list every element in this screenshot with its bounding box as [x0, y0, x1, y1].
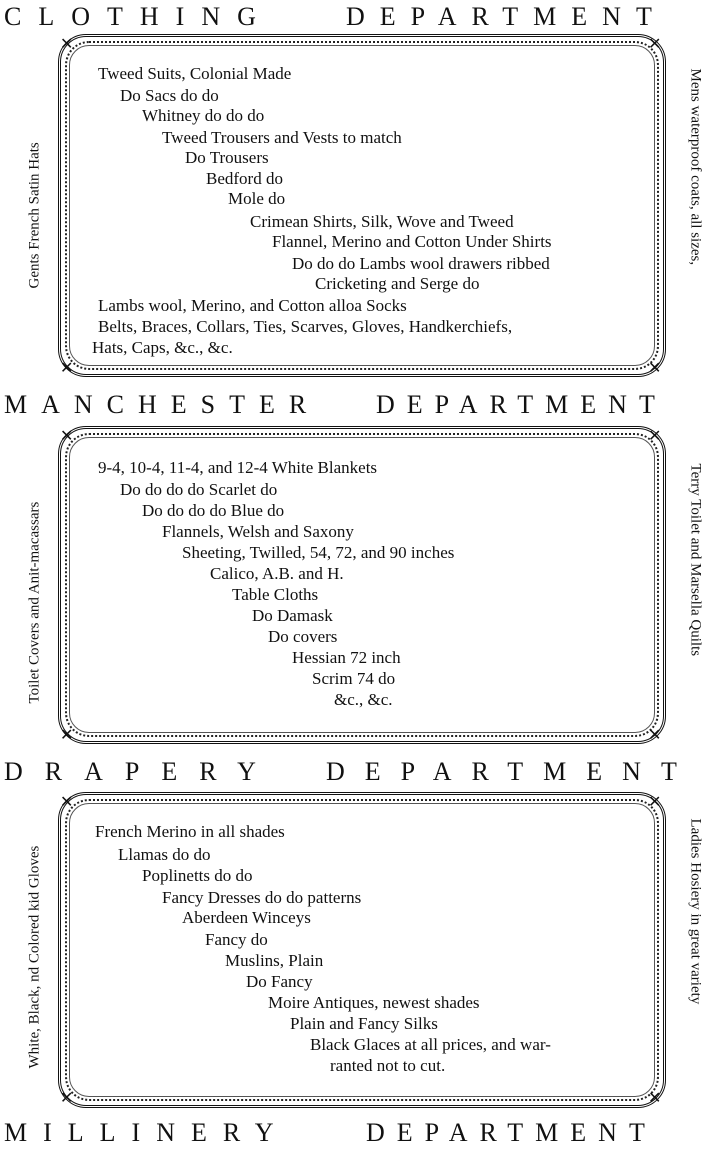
list-item: &c., &c. — [334, 690, 393, 709]
list-item: Cricketing and Serge do — [315, 274, 480, 293]
list-item: Black Glaces at all prices, and war- — [310, 1035, 551, 1054]
list-item: Do Damask — [252, 606, 333, 625]
list-item: Hats, Caps, &c., &c. — [92, 338, 233, 357]
list-item: Moire Antiques, newest shades — [268, 993, 480, 1012]
heading-word: DRAPERY — [4, 757, 278, 786]
flourish-icon: ✕ — [648, 34, 662, 53]
flourish-icon: ✕ — [60, 725, 74, 744]
list-item: Crimean Shirts, Silk, Wove and Tweed — [250, 212, 514, 231]
flourish-icon: ✕ — [648, 792, 662, 811]
flourish-icon: ✕ — [60, 426, 74, 445]
list-item: French Merino in all shades — [95, 822, 285, 841]
list-item: Do do do Lambs wool drawers ribbed — [292, 254, 550, 273]
list-item: Flannel, Merino and Cotton Under Shirts — [272, 232, 552, 251]
list-item: Plain and Fancy Silks — [290, 1014, 438, 1033]
heading-word: MILLINERY — [4, 1118, 290, 1147]
list-item: Lambs wool, Merino, and Cotton alloa Socks — [98, 296, 407, 315]
flourish-icon: ✕ — [60, 792, 74, 811]
list-item: Llamas do do — [118, 845, 211, 864]
list-item: Bedford do — [206, 169, 283, 188]
list-item: Do covers — [268, 627, 338, 646]
flourish-icon: ✕ — [60, 34, 74, 53]
list-item: 9-4, 10-4, 11-4, and 12-4 White Blankets — [98, 458, 378, 477]
list-item: Flannels, Welsh and Saxony — [162, 522, 354, 541]
list-item: Muslins, Plain — [225, 951, 324, 970]
flourish-icon: ✕ — [648, 358, 662, 377]
manchester-left-label: Toilet Covers and Anit-macassars — [26, 501, 43, 704]
list-item: Scrim 74 do — [312, 669, 396, 688]
list-item: Fancy Dresses do do patterns — [162, 888, 362, 907]
list-item: Do Trousers — [185, 148, 269, 167]
flourish-icon: ✕ — [60, 1088, 74, 1107]
drapery-heading — [0, 755, 700, 789]
flourish-icon: ✕ — [60, 358, 74, 377]
heading-word: DEPARTMENT — [326, 757, 697, 786]
list-item: Do do do do Blue do — [142, 501, 285, 520]
list-item: Hessian 72 inch — [292, 648, 401, 667]
flourish-icon: ✕ — [648, 426, 662, 445]
drapery-right-label: Ladies Hosiery in great variety — [687, 818, 704, 1005]
list-item: Sheeting, Twilled, 54, 72, and 90 inches — [182, 543, 455, 562]
list-item: Belts, Braces, Collars, Ties, Scarves, Gloves, Handkerchiefs, — [98, 317, 513, 336]
list-item: Tweed Suits, Colonial Made — [98, 64, 292, 83]
millinery-heading — [0, 1116, 700, 1150]
clothing-heading — [0, 0, 700, 34]
list-item: Whitney do do do — [142, 106, 265, 125]
list-item: Do do do do Scarlet do — [120, 480, 278, 499]
heading-word: DEPARTMENT — [346, 2, 667, 31]
list-item: Do Fancy — [246, 972, 313, 991]
flourish-icon: ✕ — [648, 725, 662, 744]
list-item: Aberdeen Winceys — [182, 908, 311, 927]
clothing-left-label: Gents French Satin Hats — [26, 142, 43, 289]
flourish-icon: ✕ — [648, 1088, 662, 1107]
manchester-heading — [0, 388, 700, 422]
list-item: ranted not to cut. — [330, 1056, 446, 1075]
list-item: Table Cloths — [232, 585, 319, 604]
heading-word: MANCHESTER — [4, 390, 321, 419]
heading-word: DEPARTMENT — [376, 390, 667, 419]
list-item: Calico, A.B. and H. — [210, 564, 344, 583]
clothing-right-label: Mens waterproof coats, all sizes, — [687, 68, 704, 266]
list-item: Do Sacs do do — [120, 86, 219, 105]
heading-word: CLOTHING — [4, 2, 273, 31]
list-item: Tweed Trousers and Vests to match — [162, 128, 402, 147]
manchester-right-label: Terry Toilet and Marsella Quilts — [687, 463, 704, 657]
drapery-left-label: White, Black, nd Colored kid Gloves — [26, 845, 43, 1069]
list-item: Mole do — [228, 189, 286, 208]
heading-word: DEPARTMENT — [366, 1118, 657, 1147]
list-item: Poplinetts do do — [142, 866, 253, 885]
list-item: Fancy do — [205, 930, 268, 949]
